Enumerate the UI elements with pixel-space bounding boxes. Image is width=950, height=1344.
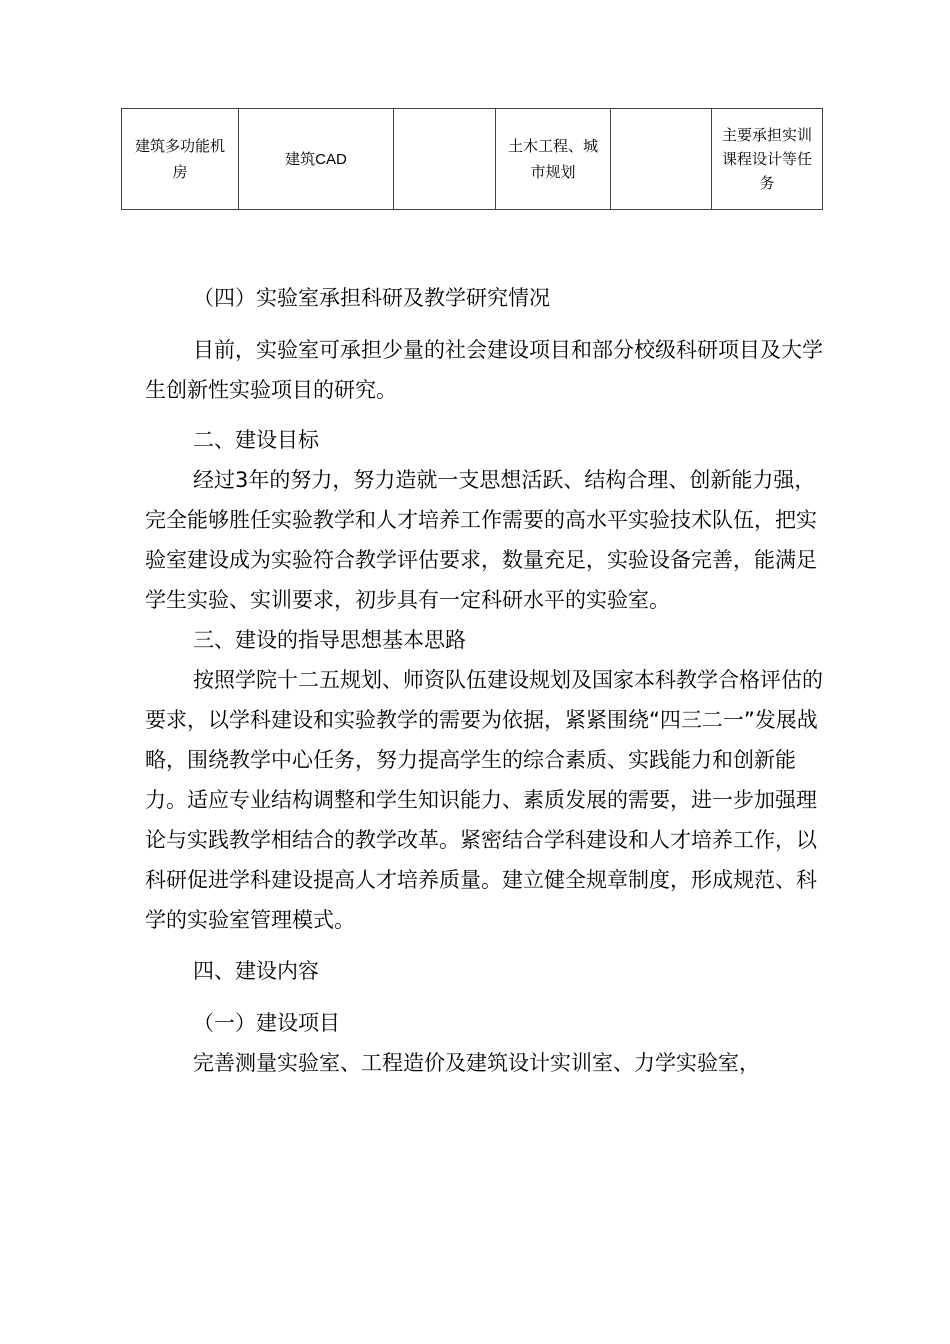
section-heading-project: （一）建设项目 <box>193 1011 340 1035</box>
table-cell-lab-name: 建筑多功能机房 <box>122 109 239 210</box>
table-cell-task: 主要承担实训课程设计等任务 <box>712 109 823 210</box>
lab-table <box>121 108 823 210</box>
table-row <box>122 109 823 210</box>
table-cell-major: 土木工程、城市规划 <box>496 109 611 210</box>
table-cell-empty-1 <box>394 109 496 210</box>
section-heading-guideline: 三、建设的指导思想基本思路 <box>193 628 466 652</box>
table-cell-course: 建筑CAD <box>239 109 394 210</box>
paragraph-research: 目前，实验室可承担少量的社会建设项目和部分校级科研项目及大学生创新性实验项目的研究。 <box>145 338 823 402</box>
section-heading-content: 四、建设内容 <box>193 959 319 983</box>
paragraph-project: 完善测量实验室、工程造价及建筑设计实训室、力学实验室， <box>193 1051 760 1075</box>
table-cell-empty-2 <box>611 109 712 210</box>
paragraph-goal: 经过3年的努力，努力造就一支思想活跃、结构合理、创新能力强，完全能够胜任实验教学和人才培养工作需要的高水平实验技术队伍，把实验室建设成为实验符合教学评估要求，数量充足，实验设备完善，能满足学生实验、实训要求，初步具有一定科研水平的实验室。 <box>145 468 817 612</box>
paragraph-guideline: 按照学院十二五规划、师资队伍建设规划及国家本科教学合格评估的要求，以学科建设和实验教学的需要为依据，紧紧围绕“四三二一”发展战略，围绕教学中心任务，努力提高学生的综合素质、实践能力和创新能力。适应专业结构调整和学生知识能力、素质发展的需要，进一步加强理论与实践教学相结合的教学改革。紧密结合学科建设和人才培养工作，以科研促进学科建设提高人才培养质量。建立健全规章制度，形成规范、科学的实验室管理模式。 <box>145 668 823 932</box>
section-heading-research: （四）实验室承担科研及教学研究情况 <box>193 286 550 310</box>
section-heading-goal: 二、建设目标 <box>193 428 319 452</box>
